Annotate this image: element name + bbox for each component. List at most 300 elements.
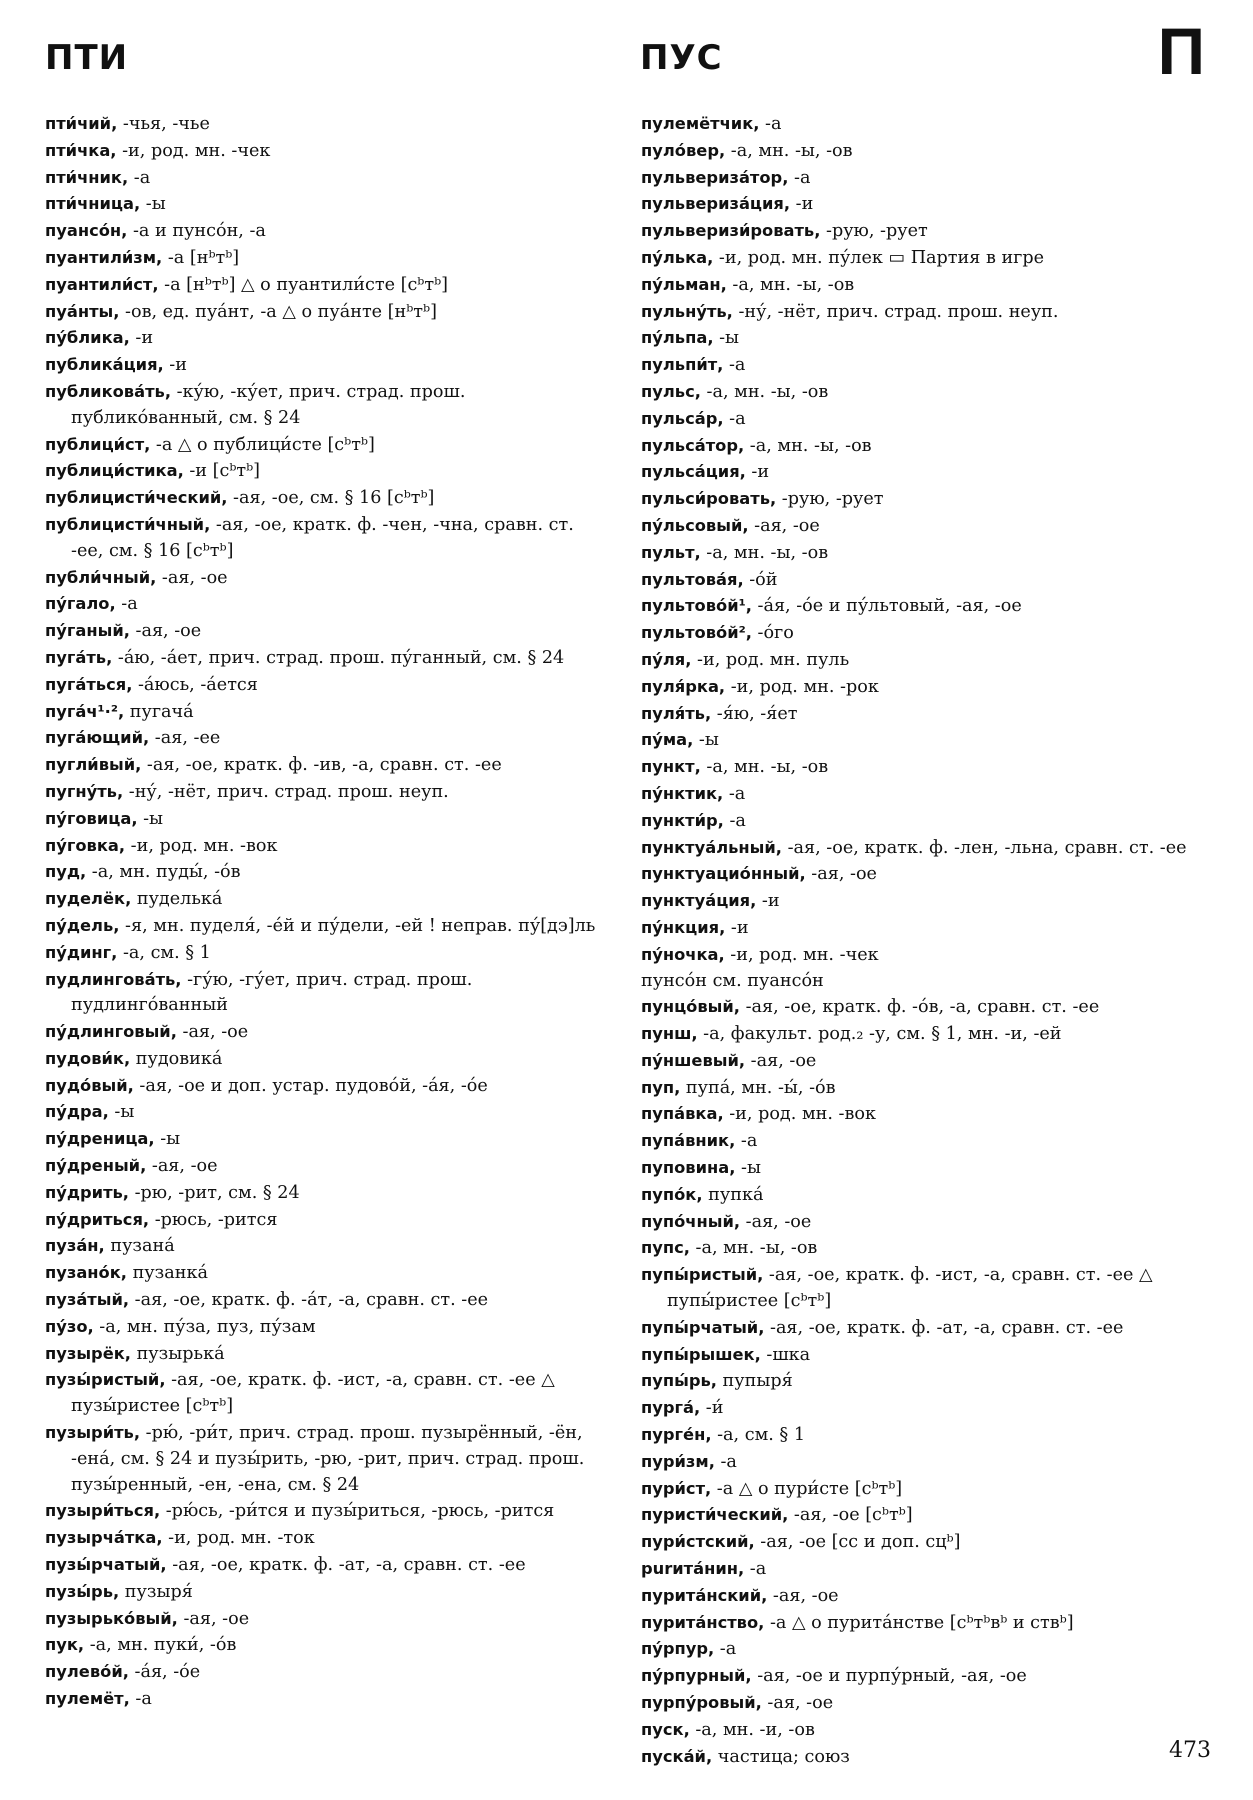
dictionary-entry bbox=[45, 1046, 610, 1073]
dictionary-entry bbox=[641, 674, 1209, 701]
entry-headword: пти́чий, bbox=[45, 114, 118, 133]
dictionary-entry bbox=[641, 1235, 1209, 1262]
entry-definition: -о́й bbox=[743, 569, 778, 590]
entry-headword: пуза́тый, bbox=[45, 1290, 130, 1310]
dictionary-entry bbox=[45, 1341, 610, 1368]
entry-headword: пу́дра, bbox=[45, 1102, 109, 1122]
dictionary-entry bbox=[641, 1209, 1209, 1236]
entry-headword: пуза́н, bbox=[45, 1236, 105, 1256]
entry-headword: пуантили́ст, bbox=[45, 274, 159, 294]
entry-definition: -ая, -ое, кратк. ф. -ат, -а, сравн. ст. -ее bbox=[764, 1317, 1124, 1338]
entry-definition: -ая, -ое, кратк. ф. -ат, -а, сравн. ст. -ее bbox=[166, 1555, 526, 1576]
dictionary-entry bbox=[641, 272, 1209, 299]
entry-definition: частица; союз bbox=[712, 1746, 850, 1767]
entry-headword: пу́нктик, bbox=[641, 783, 724, 803]
entry-headword: публи́чный, bbox=[45, 567, 157, 587]
entry-definition: -ку́ю, -ку́ет, прич. страд. прош. публико́ванный, см. § 24 bbox=[71, 381, 466, 428]
entry-headword: пульса́ция, bbox=[641, 462, 746, 482]
entry-definition: -а bbox=[714, 1639, 737, 1660]
entry-definition: -рую, -рует bbox=[820, 221, 928, 242]
entry-definition: -а, мн. -ы, -ов bbox=[725, 140, 853, 161]
dictionary-entry bbox=[45, 272, 610, 299]
entry-definition: -а, мн. -ы, -ов bbox=[700, 381, 829, 402]
entry-headword: пуля́рка, bbox=[641, 676, 726, 696]
dictionary-entry bbox=[641, 1610, 1209, 1637]
entry-headword: пульвериза́ция, bbox=[641, 194, 791, 214]
entry-headword: пупы́ристый, bbox=[641, 1265, 764, 1285]
entry-headword: пульса́р, bbox=[641, 408, 724, 428]
entry-headword: пунш, bbox=[641, 1024, 698, 1044]
dictionary-entry bbox=[45, 1153, 610, 1180]
dictionary-entry bbox=[45, 1287, 610, 1314]
entry-definition: -рюсь, -рится bbox=[149, 1209, 278, 1230]
dictionary-entry bbox=[45, 1367, 610, 1420]
entry-headword: публика́ция, bbox=[45, 355, 164, 375]
dictionary-entry bbox=[45, 1606, 610, 1633]
dictionary-entry bbox=[45, 833, 610, 860]
dictionary-entry bbox=[45, 1260, 610, 1287]
dictionary-entry bbox=[45, 379, 610, 432]
entry-headword: пулево́й, bbox=[45, 1662, 129, 1682]
entry-headword: пупы́рь, bbox=[641, 1371, 717, 1391]
entry-headword: пунктуа́ция, bbox=[641, 891, 757, 911]
entry-definition: -а bbox=[723, 408, 746, 429]
section-letter: П bbox=[1157, 14, 1205, 88]
entry-headword: пурита́нский, bbox=[641, 1585, 768, 1605]
entry-headword: пуд, bbox=[45, 862, 87, 882]
entry-headword: пурита́нство, bbox=[641, 1612, 765, 1632]
entry-definition: -ы bbox=[108, 1102, 135, 1123]
entry-definition: пуделька́ bbox=[131, 889, 223, 910]
entry-definition: -а △ о пури́сте [сᵇтᵇ] bbox=[711, 1478, 903, 1499]
entry-definition: -ну́, -нёт, прич. страд. прош. неуп. bbox=[123, 781, 449, 802]
entry-definition: -рю́, -ри́т, прич. страд. прош. пузырённый, -ён, -ена́, см. § 24 и пузы́рить, -рю, -рит, прич. страд. прош. пузы́ренный, -ен, -ена, см. § 24 bbox=[71, 1423, 585, 1495]
entry-headword: пункти́р, bbox=[641, 810, 724, 830]
entry-definition: -рю́сь, -ри́тся и пузы́риться, -рюсь, -рится bbox=[160, 1501, 555, 1522]
dictionary-entry bbox=[45, 432, 610, 459]
entry-definition: пузыря́ bbox=[119, 1581, 193, 1602]
entry-headword: пуансо́н, bbox=[45, 221, 128, 241]
entry-definition: -а, мн. -ы, -ов bbox=[726, 274, 855, 295]
entry-definition: -ы bbox=[154, 1129, 181, 1150]
dictionary-entry bbox=[641, 433, 1209, 460]
dictionary-entry bbox=[45, 699, 610, 726]
entry-headword: пу́ма, bbox=[641, 730, 694, 750]
entry-headword: пульс, bbox=[641, 381, 701, 401]
dictionary-entry bbox=[45, 886, 610, 913]
entry-definition: -а и пунсо́н, -а bbox=[127, 221, 266, 242]
entry-headword: пузано́к, bbox=[45, 1263, 127, 1283]
dictionary-entry bbox=[641, 1690, 1209, 1717]
entry-definition: -и bbox=[725, 917, 749, 938]
entry-definition: -ая, -ое bbox=[745, 1050, 817, 1071]
dictionary-entry bbox=[641, 1744, 1209, 1771]
entry-definition: -ая, -ое bbox=[767, 1585, 839, 1606]
entry-definition: пупка́ bbox=[702, 1184, 764, 1205]
entry-headword: пудо́вый, bbox=[45, 1075, 134, 1095]
dictionary-entry bbox=[641, 915, 1209, 942]
dictionary-entry bbox=[45, 485, 610, 512]
entry-headword: пу́дель, bbox=[45, 915, 120, 935]
entry-headword: пу́дреный, bbox=[45, 1156, 147, 1176]
dictionary-entry bbox=[45, 299, 610, 326]
entry-headword: пу́лька, bbox=[641, 247, 714, 267]
dictionary-entry bbox=[45, 1498, 610, 1525]
entry-definition: -а, мн. -ы, -ов bbox=[700, 757, 829, 778]
entry-definition: -а △ о публици́сте [сᵇтᵇ] bbox=[150, 434, 375, 455]
entry-definition: -ов, ед. пуа́нт, -а △ о пуа́нте [нᵇтᵇ] bbox=[119, 301, 437, 322]
dictionary-entry bbox=[641, 379, 1209, 406]
entry-definition: -ая, -ое, кратк. ф. -ив, -а, сравн. ст. -ее bbox=[141, 755, 502, 776]
entry-definition: -и, род. мн. пуль bbox=[691, 649, 850, 670]
entry-definition: -ая, -ое [сᵇтᵇ] bbox=[788, 1505, 913, 1526]
dictionary-entry bbox=[45, 672, 610, 699]
entry-definition: -и bbox=[756, 891, 780, 912]
entry-definition: -ну́, -нёт, прич. страд. прош. неуп. bbox=[732, 301, 1059, 322]
dictionary-entry bbox=[641, 352, 1209, 379]
entry-definition: -а bbox=[723, 810, 746, 831]
dictionary-entry bbox=[641, 942, 1209, 969]
entry-headword: пу́длинговый, bbox=[45, 1022, 177, 1042]
dictionary-entry bbox=[641, 835, 1209, 862]
entry-headword: пупа́вник, bbox=[641, 1131, 736, 1151]
entry-definition: -а, мн. -ы, -ов bbox=[744, 435, 872, 456]
entry-definition: -и bbox=[790, 194, 814, 215]
entry-headword: пу́ночка, bbox=[641, 944, 725, 964]
entry-headword: пу́зо, bbox=[45, 1316, 94, 1336]
dictionary-entry bbox=[641, 165, 1209, 192]
entry-headword: пу́дрить, bbox=[45, 1182, 129, 1202]
dictionary-entry bbox=[641, 1342, 1209, 1369]
entry-definition: -и, род. мн. -рок bbox=[725, 676, 879, 697]
entry-definition: -а bbox=[714, 1451, 737, 1472]
entry-headword: пти́чник, bbox=[45, 167, 129, 187]
entry-definition: -и, род. мн. -ток bbox=[162, 1528, 315, 1549]
entry-definition: -ая, -ое bbox=[177, 1608, 250, 1629]
entry-headword: пупо́чный, bbox=[641, 1211, 741, 1231]
entry-headword: пупы́рышек, bbox=[641, 1344, 761, 1364]
entry-definition: -а, мн. -ы, -ов bbox=[689, 1238, 818, 1259]
entry-definition: -а, факульт. род.₂ -у, см. § 1, мн. -и, -ей bbox=[697, 1024, 1062, 1045]
entry-headword: пупс, bbox=[641, 1238, 690, 1258]
entry-definition: -гу́ю, -гу́ет, прич. страд. прош. пудлинго́ванный bbox=[71, 969, 473, 1016]
dictionary-entry bbox=[641, 1155, 1209, 1182]
dictionary-entry bbox=[45, 1686, 610, 1713]
entry-definition: -ая, -ое bbox=[748, 515, 820, 536]
entry-definition: -а, мн. -и, -ов bbox=[689, 1719, 815, 1740]
entry-headword: пузыри́ть, bbox=[45, 1423, 141, 1443]
dictionary-entry bbox=[641, 1556, 1209, 1583]
entry-headword: пу́ганый, bbox=[45, 621, 130, 641]
entry-headword: пульверизи́ровать, bbox=[641, 221, 821, 241]
entry-definition: -а △ о пурита́нстве [сᵇтᵇвᵇ и ствᵇ] bbox=[764, 1612, 1074, 1633]
entry-headword: пурпу́ровый, bbox=[641, 1693, 762, 1713]
dictionary-entry bbox=[641, 138, 1209, 165]
entry-definition: -и, род. мн. -чек bbox=[724, 944, 879, 965]
entry-headword: пуло́вер, bbox=[641, 140, 726, 160]
dictionary-entry bbox=[641, 1529, 1209, 1556]
dictionary-entry bbox=[45, 859, 610, 886]
dictionary-entry bbox=[45, 458, 610, 485]
entry-headword: пу́нкция, bbox=[641, 917, 726, 937]
entry-definition: -ая, -ое bbox=[129, 621, 202, 642]
entry-headword: пузырча́тка, bbox=[45, 1528, 163, 1548]
entry-headword: пури́зм, bbox=[641, 1451, 715, 1471]
entry-headword: пугну́ть, bbox=[45, 781, 124, 801]
entry-definition: -а bbox=[723, 355, 746, 376]
entry-definition: -а́я, -о́е bbox=[128, 1662, 201, 1683]
entry-headword: пузы́рчатый, bbox=[45, 1555, 167, 1575]
entry-headword: пунцо́вый, bbox=[641, 997, 740, 1017]
dictionary-entry bbox=[641, 808, 1209, 835]
dictionary-entry bbox=[45, 725, 610, 752]
entry-definition: -а bbox=[744, 1559, 767, 1580]
entry-definition: -ая, -ое, кратк. ф. -лен, -льна, сравн. ст. -ее bbox=[781, 837, 1187, 858]
dictionary-entry bbox=[641, 1583, 1209, 1610]
dictionary-entry bbox=[641, 540, 1209, 567]
dictionary-entry bbox=[45, 1126, 610, 1153]
entry-headword: пульвериза́тор, bbox=[641, 167, 789, 187]
entry-definition: -а bbox=[129, 1689, 152, 1710]
entry-definition: -ая, -ее bbox=[149, 728, 221, 749]
dictionary-entry bbox=[641, 1422, 1209, 1449]
entry-definition: -шка bbox=[760, 1344, 811, 1365]
entry-headword: публикова́ть, bbox=[45, 381, 172, 401]
entry-definition: пупыря́ bbox=[716, 1371, 793, 1392]
dictionary-entry bbox=[641, 513, 1209, 540]
dictionary-entry bbox=[45, 645, 610, 672]
entry-definition: -ая, -ое, кратк. ф. -о́в, -а, сравн. ст. -ее bbox=[739, 997, 1100, 1018]
entry-definition: -ая, -ое bbox=[156, 567, 228, 588]
dictionary-entry bbox=[641, 1101, 1209, 1128]
dictionary-entry bbox=[641, 218, 1209, 245]
entry-definition: -рю, -рит, см. § 24 bbox=[129, 1182, 300, 1203]
entry-definition: -ая, -ое, кратк. ф. -ист, -а, сравн. ст. -ее △ пупы́ристее [сᵇтᵇ] bbox=[667, 1265, 1153, 1312]
dictionary-entry bbox=[641, 727, 1209, 754]
dictionary-entry bbox=[641, 406, 1209, 433]
entry-definition: -а́юсь, -а́ется bbox=[132, 674, 258, 695]
entry-headword: пу́динг, bbox=[45, 942, 118, 962]
entry-headword: пультова́я, bbox=[641, 569, 744, 589]
entry-headword: пук, bbox=[45, 1635, 85, 1655]
dictionary-entry bbox=[45, 218, 610, 245]
dictionary-entry bbox=[641, 1048, 1209, 1075]
left-column bbox=[45, 111, 610, 1713]
right-column bbox=[641, 111, 1209, 1770]
dictionary-entry bbox=[45, 111, 610, 138]
dictionary-entry bbox=[641, 1075, 1209, 1102]
entry-headword: пультово́й¹, bbox=[641, 596, 752, 616]
dictionary-entry bbox=[641, 1182, 1209, 1209]
dictionary-entry bbox=[45, 1525, 610, 1552]
entry-definition: -я, мн. пуделя́, -е́й и пу́дели, -ей ! неправ. пу́[дэ]ль bbox=[119, 915, 596, 936]
entry-definition: -а bbox=[759, 114, 782, 134]
dictionary-entry bbox=[641, 701, 1209, 728]
dictionary-entry bbox=[641, 567, 1209, 594]
dictionary-entry bbox=[45, 1099, 610, 1126]
entry-definition: пудовика́ bbox=[130, 1048, 223, 1069]
entry-headword: пуристи́ческий, bbox=[641, 1505, 789, 1525]
entry-definition: -и, род. мн. -вок bbox=[125, 835, 278, 856]
entry-headword: пуск, bbox=[641, 1719, 690, 1739]
entry-headword: пуга́ть, bbox=[45, 647, 113, 667]
dictionary-entry bbox=[641, 1663, 1209, 1690]
dictionary-entry bbox=[45, 565, 610, 592]
entry-definition: -и, род. мн. пу́лек ▭ Партия в игре bbox=[713, 247, 1045, 268]
entry-headword: пти́чница, bbox=[45, 194, 141, 214]
dictionary-entry bbox=[45, 1233, 610, 1260]
dictionary-entry bbox=[641, 781, 1209, 808]
entry-definition: пузана́ bbox=[104, 1236, 175, 1257]
entry-headword: пури́ст, bbox=[641, 1478, 712, 1498]
entry-definition: -ая, -ое bbox=[805, 864, 877, 885]
entry-headword: пуга́ющий, bbox=[45, 728, 150, 748]
entry-definition: -и [сᵇтᵇ] bbox=[183, 461, 261, 482]
entry-headword: пульпи́т, bbox=[641, 355, 724, 375]
dictionary-entry bbox=[45, 325, 610, 352]
entry-definition: -а bbox=[128, 167, 151, 188]
dictionary-entry bbox=[641, 888, 1209, 915]
entry-headword: пу́говка, bbox=[45, 835, 126, 855]
entry-definition: -ы bbox=[713, 328, 740, 349]
entry-definition: -я́ю, -я́ет bbox=[711, 703, 798, 724]
entry-headword: пуантили́зм, bbox=[45, 247, 163, 267]
entry-definition: -ая, -ое, кратк. ф. -а́т, -а, сравн. ст. -ее bbox=[129, 1290, 489, 1311]
entry-definition: -ая, -ое bbox=[761, 1693, 834, 1714]
entry-definition: -ая, -ое и доп. устар. пудово́й, -а́я, -о́е bbox=[133, 1075, 488, 1096]
entry-headword: пузы́ристый, bbox=[45, 1370, 166, 1390]
dictionary-entry bbox=[45, 191, 610, 218]
dictionary-entry bbox=[641, 191, 1209, 218]
dictionary-entry bbox=[45, 1073, 610, 1100]
entry-definition: -и, род. мн. -вок bbox=[723, 1104, 876, 1125]
entry-headword: пульса́тор, bbox=[641, 435, 745, 455]
entry-definition: -ая, -ое, кратк. ф. -чен, -чна, сравн. ст. -ее, см. § 16 [сᵇтᵇ] bbox=[71, 514, 574, 561]
entry-definition: -а, мн. пуды́, -о́в bbox=[86, 862, 241, 883]
dictionary-entry bbox=[641, 325, 1209, 352]
entry-definition: -ая, -ое, см. § 16 [сᵇтᵇ] bbox=[227, 488, 435, 509]
entry-headword: пу́рпурный, bbox=[641, 1666, 752, 1686]
dictionary-entry bbox=[45, 913, 610, 940]
dictionary-entry bbox=[641, 486, 1209, 513]
dictionary-entry bbox=[641, 1262, 1209, 1315]
dictionary-entry bbox=[641, 245, 1209, 272]
dictionary-entry bbox=[45, 779, 610, 806]
entry-headword: пунктуа́льный, bbox=[641, 837, 782, 857]
dictionary-entry bbox=[45, 165, 610, 192]
entry-headword: пупа́вка, bbox=[641, 1104, 724, 1124]
running-header-right: ПУС bbox=[640, 38, 723, 78]
entry-headword: пульси́ровать, bbox=[641, 489, 777, 509]
entry-definition: -ая, -ое bbox=[176, 1022, 249, 1043]
entry-definition: -а bbox=[723, 783, 746, 804]
entry-definition: -а́я, -о́е и пу́льтовый, -ая, -ое bbox=[751, 596, 1022, 617]
entry-headword: пунктуацио́нный, bbox=[641, 864, 806, 884]
entry-headword: purита́нин, bbox=[641, 1559, 745, 1579]
entry-definition: -и bbox=[163, 355, 187, 376]
entry-headword: публицисти́чный, bbox=[45, 514, 211, 534]
dictionary-entry bbox=[641, 861, 1209, 888]
entry-headword: пу́блика, bbox=[45, 328, 130, 348]
dictionary-entry bbox=[641, 1128, 1209, 1155]
entry-definition: -а, см. § 1 bbox=[117, 942, 211, 963]
dictionary-entry bbox=[641, 969, 1209, 995]
entry-definition: -а, см. § 1 bbox=[711, 1425, 806, 1446]
entry-headword: пти́чка, bbox=[45, 140, 117, 160]
entry-definition: -ы bbox=[735, 1158, 761, 1179]
entry-definition: -а́ю, -а́ет, прич. страд. прош. пу́ганный, см. § 24 bbox=[112, 647, 565, 668]
entry-headword: пультово́й², bbox=[641, 623, 752, 643]
dictionary-entry bbox=[641, 1717, 1209, 1744]
entry-headword: пузырько́вый, bbox=[45, 1608, 178, 1628]
dictionary-entry bbox=[45, 138, 610, 165]
entry-definition: -и bbox=[745, 462, 770, 483]
dictionary-entry bbox=[45, 512, 610, 565]
entry-definition: -ая, -ое bbox=[740, 1211, 812, 1232]
entry-definition: -ая, -ое [сс и доп. сцᵇ] bbox=[754, 1532, 961, 1553]
entry-headword: пури́стский, bbox=[641, 1532, 755, 1552]
entry-headword: пу́льсовый, bbox=[641, 515, 749, 535]
entry-headword: пупо́к, bbox=[641, 1184, 703, 1204]
entry-definition: -а [нᵇтᵇ] △ о пуантили́сте [сᵇтᵇ] bbox=[158, 274, 448, 295]
entry-headword: публици́ст, bbox=[45, 434, 151, 454]
entry-headword: пудлингова́ть, bbox=[45, 969, 182, 989]
dictionary-entry bbox=[45, 352, 610, 379]
entry-headword: пу́льпа, bbox=[641, 328, 714, 348]
dictionary-entry bbox=[45, 1207, 610, 1234]
entry-headword: пуп, bbox=[641, 1077, 681, 1097]
entry-headword: пудови́к, bbox=[45, 1048, 131, 1068]
entry-definition: пунсо́н см. пуансо́н bbox=[641, 970, 824, 991]
entry-headword: пуга́ч¹·², bbox=[45, 701, 125, 721]
entry-definition: -а, мн. -ы, -ов bbox=[700, 542, 829, 563]
dictionary-entry bbox=[45, 1420, 610, 1498]
dictionary-entry bbox=[641, 1502, 1209, 1529]
entry-headword: пу́дриться, bbox=[45, 1209, 150, 1229]
entry-headword: пузы́рь, bbox=[45, 1581, 120, 1601]
dictionary-entry bbox=[641, 1636, 1209, 1663]
entry-definition: пугача́ bbox=[124, 701, 194, 722]
entry-definition: -а bbox=[735, 1131, 758, 1152]
entry-definition: пузанка́ bbox=[126, 1263, 208, 1284]
entry-definition: -ая, -ое, кратк. ф. -ист, -а, сравн. ст. -ее △ пузы́ристее [сᵇтᵇ] bbox=[71, 1370, 555, 1417]
dictionary-entry bbox=[45, 618, 610, 645]
entry-headword: пу́ншевый, bbox=[641, 1050, 746, 1070]
entry-headword: пункт, bbox=[641, 757, 701, 777]
entry-headword: публици́стика, bbox=[45, 461, 184, 481]
dictionary-entry bbox=[45, 752, 610, 779]
entry-definition: -и, род. мн. -чек bbox=[116, 140, 271, 161]
entry-definition: -ая, -ое и пурпу́рный, -ая, -ое bbox=[751, 1666, 1027, 1687]
dictionary-entry bbox=[641, 593, 1209, 620]
entry-definition: -ы bbox=[140, 194, 166, 215]
dictionary-entry bbox=[45, 245, 610, 272]
running-header-left: ПТИ bbox=[45, 38, 129, 78]
entry-headword: публицисти́ческий, bbox=[45, 488, 228, 508]
entry-headword: пу́говица, bbox=[45, 808, 138, 828]
entry-headword: пульт, bbox=[641, 542, 701, 562]
entry-headword: пуга́ться, bbox=[45, 674, 133, 694]
dictionary-entry bbox=[641, 620, 1209, 647]
page-number: 473 bbox=[1169, 1738, 1211, 1763]
entry-headword: пу́льман, bbox=[641, 274, 727, 294]
dictionary-entry bbox=[641, 111, 1209, 138]
entry-definition: -а bbox=[115, 594, 138, 615]
dictionary-entry bbox=[641, 1449, 1209, 1476]
dictionary-entry bbox=[641, 1476, 1209, 1503]
dictionary-entry bbox=[45, 1314, 610, 1341]
entry-headword: пу́рпур, bbox=[641, 1639, 715, 1659]
